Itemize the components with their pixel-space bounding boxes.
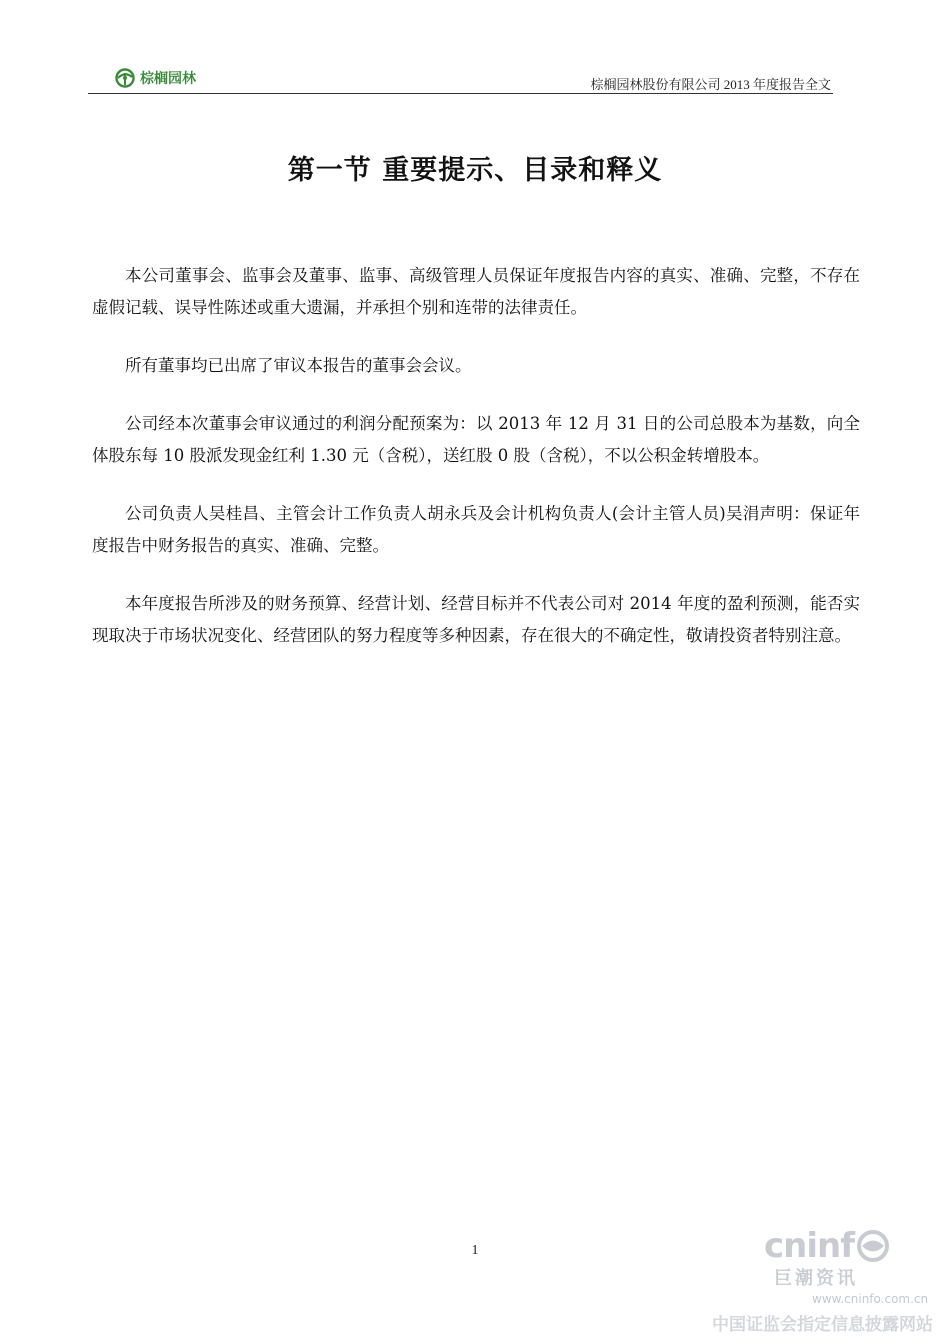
paragraph: 公司经本次董事会审议通过的利润分配预案为：以 2013 年 12 月 31 日的公司总股本为基数，向全体股东每 10 股派发现金红利 1.30 元（含税），送红股 0 股（含税），不以公积金转增股本。 bbox=[92, 414, 860, 465]
watermark-brand: cninf bbox=[764, 1226, 855, 1266]
company-logo bbox=[114, 68, 196, 88]
watermark-url-row bbox=[812, 1292, 928, 1306]
watermark-url: www.cninfo.com.cn bbox=[812, 1292, 929, 1306]
palm-leaf-logo-icon bbox=[114, 68, 136, 88]
paragraph: 公司负责人吴桂昌、主管会计工作负责人胡永兵及会计机构负责人(会计主管人员)吴涓声明：保证年度报告中财务报告的真实、准确、完整。 bbox=[92, 504, 860, 555]
report-title: 棕榈园林股份有限公司 2013 年度报告全文 bbox=[590, 77, 831, 92]
cninfo-watermark bbox=[712, 1222, 932, 1342]
paragraph: 本年度报告所涉及的财务预算、经营计划、经营目标并不代表公司对 2014 年度的盈利预测，能否实现取决于市场状况变化、经营团队的努力程度等多种因素，存在很大的不确定性，敬请投资者特别注意。 bbox=[92, 594, 860, 645]
watermark-slogan: 中国证监会指定信息披露网站 bbox=[712, 1315, 933, 1335]
paragraph: 所有董事均已出席了审议本报告的董事会会议。 bbox=[125, 356, 472, 375]
body-content bbox=[92, 260, 860, 678]
logo-text: 棕榈园林 bbox=[140, 71, 196, 87]
watermark-cn-name: 巨潮资讯 bbox=[774, 1268, 858, 1289]
cninfo-swirl-icon bbox=[856, 1229, 890, 1263]
page-number: 1 bbox=[471, 1243, 479, 1258]
paragraph: 本公司董事会、监事会及董事、监事、高级管理人员保证年度报告内容的真实、准确、完整，不存在虚假记载、误导性陈述或重大遗漏，并承担个别和连带的法律责任。 bbox=[92, 266, 860, 317]
watermark-slogan-row bbox=[712, 1310, 933, 1335]
page-header bbox=[88, 62, 833, 94]
watermark-cn-row bbox=[774, 1264, 858, 1290]
header-divider bbox=[88, 93, 833, 94]
section-title: 第一节 重要提示、目录和释义 bbox=[287, 155, 663, 186]
watermark-brand-row bbox=[764, 1226, 890, 1266]
